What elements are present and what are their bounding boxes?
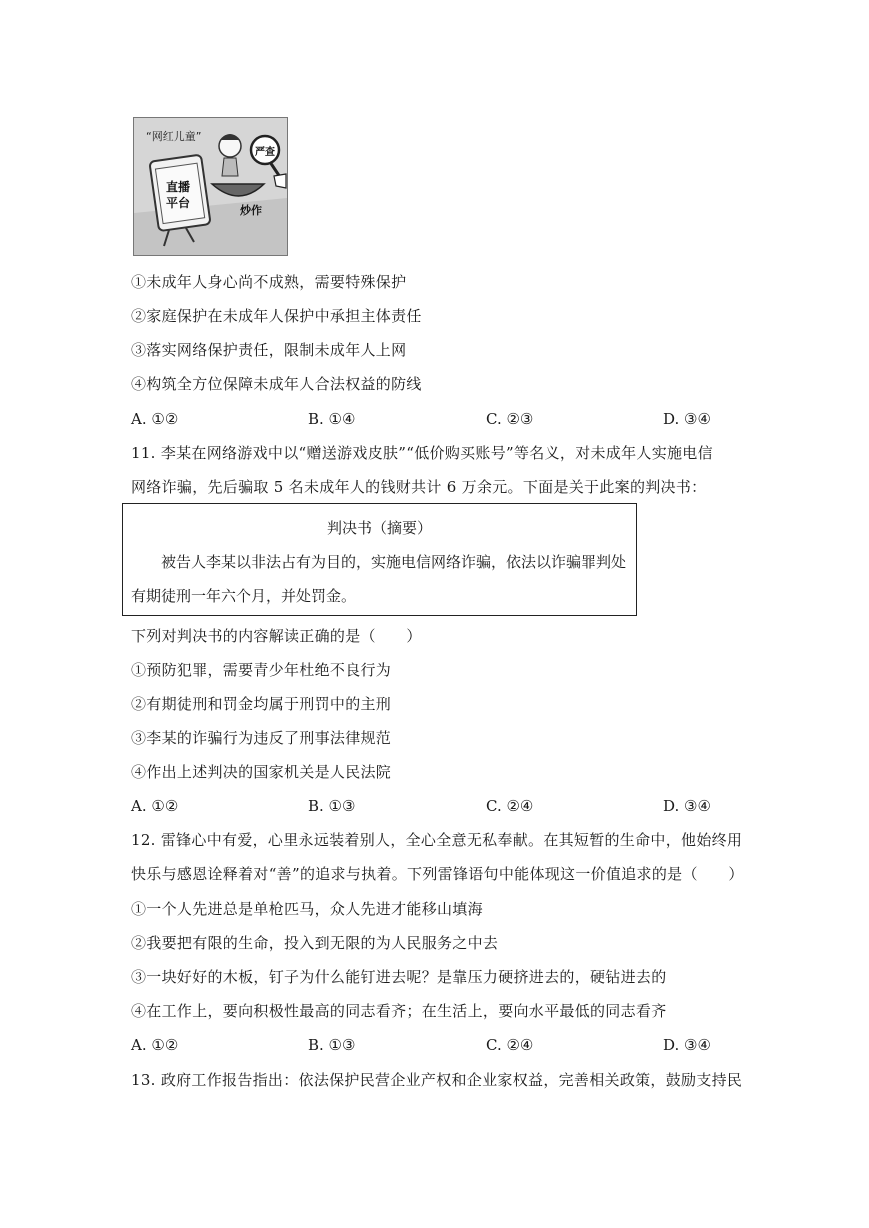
q10-statement-1: ①未成年人身心尚不成熟，需要特殊保护 [131,273,407,291]
q12-statement-2: ②我要把有限的生命，投入到无限的为人民服务之中去 [131,934,499,952]
q11-statement-2: ②有期徒刑和罚金均属于刑罚中的主刑 [131,695,392,713]
cartoon-caption: “网红儿童” [146,130,202,143]
q10-statement-2: ②家庭保护在未成年人保护中承担主体责任 [131,307,422,325]
q11-option-d: D. ③④ [663,797,711,815]
q12-option-c: C. ②④ [486,1036,534,1054]
q11-statement-1: ①预防犯罪，需要青少年杜绝不良行为 [131,661,392,679]
q10-option-b: B. ①④ [308,410,356,428]
q10-option-c: C. ②③ [486,410,534,428]
q12-stem-line-2: 快乐与感恩诠释着对“善”的追求与执着。下列雷锋语句中能体现这一价值追求的是（ ） [131,865,744,883]
q12-option-b: B. ①③ [308,1036,356,1054]
q12-statement-4: ④在工作上，要向积极性最高的同志看齐；在生活上，要向水平最低的同志看齐 [131,1002,667,1020]
q11-stem-line-2: 网络诈骗，先后骗取 5 名未成年人的钱财共计 6 万余元。下面是关于此案的判决书： [131,478,707,496]
q12-option-a: A. ①② [131,1036,179,1054]
q12-statement-1: ①一个人先进总是单枪匹马，众人先进才能移山填海 [131,900,483,918]
judgement-title: 判决书（摘要） [326,519,432,537]
q10-statement-4: ④构筑全方位保障未成年人合法权益的防线 [131,375,422,393]
magnifier-label: 严查 [255,147,275,158]
q11-statement-3: ③李某的诈骗行为违反了刑事法律规范 [131,729,392,747]
judgement-text-line-2: 有期徒刑一年六个月，并处罚金。 [131,587,357,605]
q12-statement-3: ③一块好好的木板，钉子为什么能钉进去呢？是靠压力硬挤进去的，硬钻进去的 [131,968,667,986]
judgement-box [122,503,637,616]
q11-stem-line-1: 11. 李某在网络游戏中以“赠送游戏皮肤”“低价购买账号”等名义，对未成年人实施电信 [131,444,713,462]
judgement-text-line-1: 被告人李某以非法占有为目的，实施电信网络诈骗，依法以诈骗罪判处 [161,553,627,571]
q10-option-d: D. ③④ [663,410,711,428]
q10-statement-3: ③落实网络保护责任，限制未成年人上网 [131,341,407,359]
q11-option-a: A. ①② [131,797,179,815]
q12-option-d: D. ③④ [663,1036,711,1054]
q11-statement-4: ④作出上述判决的国家机关是人民法院 [131,763,392,781]
q11-question: 下列对判决书的内容解读正确的是（ ） [131,627,422,645]
bowl-label: 炒作 [240,204,262,217]
phone-label-1: 直播 [166,180,191,194]
q12-stem-line-1: 12. 雷锋心中有爱，心里永远装着别人，全心全意无私奉献。在其短暂的生命中，他始终用 [131,831,743,849]
q13-stem-line-1: 13. 政府工作报告指出：依法保护民营企业产权和企业家权益，完善相关政策，鼓励支持民 [131,1071,743,1089]
q11-option-b: B. ①③ [308,797,356,815]
cartoon-illustration [133,117,288,256]
q11-option-c: C. ②④ [486,797,534,815]
phone-label-2: 平台 [166,196,191,210]
q10-option-a: A. ①② [131,410,179,428]
